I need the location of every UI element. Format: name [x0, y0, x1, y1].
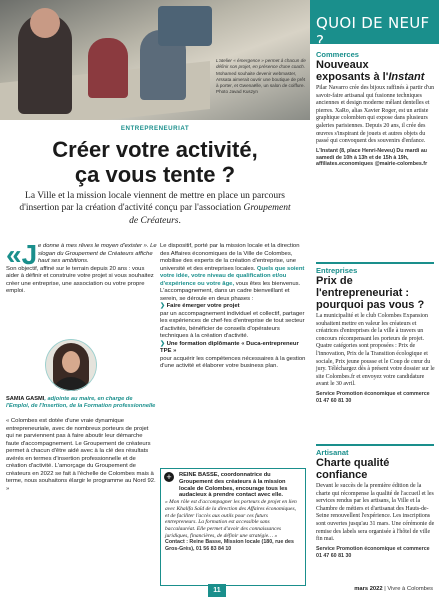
entreprises-heading: Prix de l'entrepreneuriat : pourquoi pas vous ? — [316, 275, 425, 311]
footer-publication: Vivre à Colombes — [387, 586, 433, 592]
column-1 — [6, 239, 157, 296]
artisanat-note: Service Promotion économique et commerce 01 47 60 81 30 — [316, 545, 430, 559]
footer-date: mars 2022 — [354, 586, 383, 592]
avatar — [45, 339, 97, 391]
photo-screen — [158, 6, 212, 46]
column-1-body: Son objectif, affiné sur le terrain depuis 20 ans : vous aider à définir et construire votre projet si vous souhaitez créer une entreprise, une association ou votre propre emploi. — [6, 265, 154, 294]
arrow-right-icon: ❯ — [160, 303, 167, 309]
entreprises-body: La municipalité et le club Colombes Expansion souhaitent mettre en valeur les créateurs et créatrices d'entreprises de la ville à travers un concours récompensant les porteurs de projet. Quatre catégories sont proposées : Prix de l'innovation, Prix de la Transition écologique et sociale, Prix jeune pousse et le Coup de cœur du jury. Téléchargez dès à présent votre dossier sur le site Colombes.fr et envoyez votre candidature avant le 30 avril. — [316, 313, 435, 388]
plus-icon: + — [164, 472, 174, 482]
divider — [316, 262, 434, 264]
page-number: 11 — [208, 584, 226, 597]
person-caption — [6, 396, 157, 410]
footer-issue — [354, 586, 433, 592]
commerces-heading — [316, 59, 435, 83]
divider — [316, 444, 434, 446]
lead-end: . — [178, 215, 181, 226]
section-entreprises — [316, 266, 435, 405]
artisanat-rubric: Artisanat — [316, 448, 349, 457]
column-2 — [160, 243, 306, 371]
entreprises-rubric: Entreprises — [316, 266, 358, 275]
phase-1-title: Faire émerger votre projet — [166, 303, 240, 309]
box-contact: Contact : Reine Basse, Mission locale (180, rue des Gros-Grès), 01 56 83 84 10 — [165, 539, 294, 553]
title-line-1: Créer votre activité, — [52, 137, 258, 162]
caption-body: Mohamed souhaite devenir webmaster, Aïssata aimerait ouvrir une boutique de prêt à porter, et Gwenaëlle, un salon de coiffure. Photo Javad Kuszyn — [216, 70, 306, 95]
commerces-rubric: Commerces — [316, 50, 359, 59]
lead-association: Groupement de Créateurs — [129, 203, 291, 226]
sidebar — [310, 0, 439, 600]
phase-2-title: Une formation diplômante « Duca-entrepreneur TPE » — [160, 340, 299, 354]
photo-person-left-head — [30, 8, 60, 38]
person-name: SAMIA GASMI — [6, 396, 45, 402]
photo-caption — [216, 58, 308, 96]
commerces-body: Pilar Navarro crée des bijoux raffinés à partir d'un savoir-faire artisanal qui fusionne techniques anciennes et design moderne mêlant dentelles et pierres. XaRo, alias Xavier Roger, est un artiste graphique colombien qui expose dans plusieurs galeries parisiennes. Depuis 20 ans, il crée des œuvres s'inspirant de jouets et autres objets du passé qui convoquent des souvenirs d'enfance. — [316, 85, 435, 145]
article-rubric: ENTREPRENEURIAT — [120, 125, 190, 132]
section-commerces — [316, 50, 435, 168]
section-artisanat — [316, 448, 435, 559]
box-quote: « Mon rôle est d'accompagner les porteurs de projet en lien avec Khalifa Saïd de la direction des Affaires économiques, et de faciliter l'accès aux outils pour ces futurs entrepreneurs. La formation est accessible sans baccalauréat. Elle permet d'avoir des connaissances juridiques, financières, de définir une stratégie… » — [165, 499, 297, 539]
title-line-2: ça vous tente ? — [74, 162, 236, 187]
column-2-intro-end: vous êtes les bienvenus. L'accompagnement, dans un cadre bienveillant et serein, se déroule en deux phases : — [160, 280, 301, 302]
commerces-note: L'Instant (8, place Henri-Neveu) Du mardi au samedi de 10h à 13h et de 15h à 19h, affiliates.economiques @mairie-colombes.fr — [316, 147, 428, 168]
opening-quote-mark: «J — [6, 239, 38, 270]
phase-2-heading — [160, 341, 306, 356]
avatar-ring — [45, 339, 97, 391]
opening-quote-text: e donne à mes rêves le moyen d'exister ». Le slogan du Groupement de Créateurs affiche haut ses ambitions. — [38, 243, 157, 264]
sidebar-title: QUOI DE NEUF ? — [316, 14, 430, 50]
photo-person-center — [88, 38, 128, 98]
artisanat-body: Devant le succès de la première édition de la charte qui récompense la qualité de l'accueil et les services rendus par les artisans, la Ville et la Chambre de métiers et d'artisanat des Hauts-de-Seine renouvellent l'expérience. Les inscriptions sont ouvertes jusqu'au 31 mars. Une cérémonie de remise des labels sera organisée à l'hôtel de ville fin mai. — [316, 483, 435, 543]
article-lead — [18, 190, 292, 227]
entreprises-note: Service Promotion économique et commerce 01 47 60 81 30 — [316, 390, 430, 404]
arrow-right-icon: ❯ — [160, 340, 167, 347]
commerces-heading-italic: Instant — [388, 71, 425, 83]
commerces-heading-line-1: Nouveaux — [316, 59, 369, 71]
box-heading: REINE BASSE, coordonnatrice du Groupement des créateurs à la mission locale de Colombes, encourage tous les audacieux à prendre contact avec elle. — [179, 472, 288, 499]
page-footer — [0, 582, 439, 600]
column-1-quote: « Colombes est dotée d'une vraie dynamique entrepreneuriale, avec de nombreux porteurs de projet qui ne parviennent pas à faire aboutir leur démarche faute d'accompagnement. Le Groupement de créateurs permet à chacun d'être aidé avec à la clé des résultats avérés en termes d'insertion professionnelle et de création d'activité. L'amorçage du Groupement de créateurs en 2022 se fait à l'échelle de Colombes mais à terme, nous souhaitons élargir le programme au Nord 92. » — [6, 418, 156, 492]
lead-text: La Ville et la mission locale viennent de mettre en place un parcours d'insertion par la création d'activité conçu par l'association — [19, 191, 285, 214]
footer-separator: | — [382, 586, 388, 592]
artisanat-heading: Charte qualité confiance — [316, 457, 390, 481]
phase-2-body: pour acquérir les compétences nécessaires à la gestion d'une activité et élaborer votre business plan. — [160, 355, 306, 369]
contact-box — [160, 468, 306, 586]
column-2-intro: Le dispositif, porté par la mission locale et la direction des Affaires économiques de la Ville de Colombes, mobilise des experts de la création d'entreprise, une université et des entreprises locales. — [160, 243, 300, 272]
column-2-highlight: Quels que soient votre idée, votre niveau de qualification et/ou d'expérience ou votre âge, — [160, 265, 305, 287]
phase-1-body: par un accompagnement individuel et collectif, partager les expériences de chef·fes d'entreprise de tout secteur d'activités, bénéficier de conseils d'opérateurs techniques à la création d'activité. — [160, 310, 305, 339]
caption-quote: L'atelier « émergence » permet à chacun de définir son projet, en présence d'une coach. — [216, 58, 306, 70]
person-role: , adjointe au maire, en charge de l'Emploi, de l'Insertion, de la Formation professionnelle — [6, 396, 156, 410]
sidebar-header — [310, 0, 439, 50]
article-title — [0, 137, 310, 187]
phase-1-heading — [160, 303, 306, 311]
commerces-heading-line-2: exposants à l'Instant — [316, 71, 425, 83]
